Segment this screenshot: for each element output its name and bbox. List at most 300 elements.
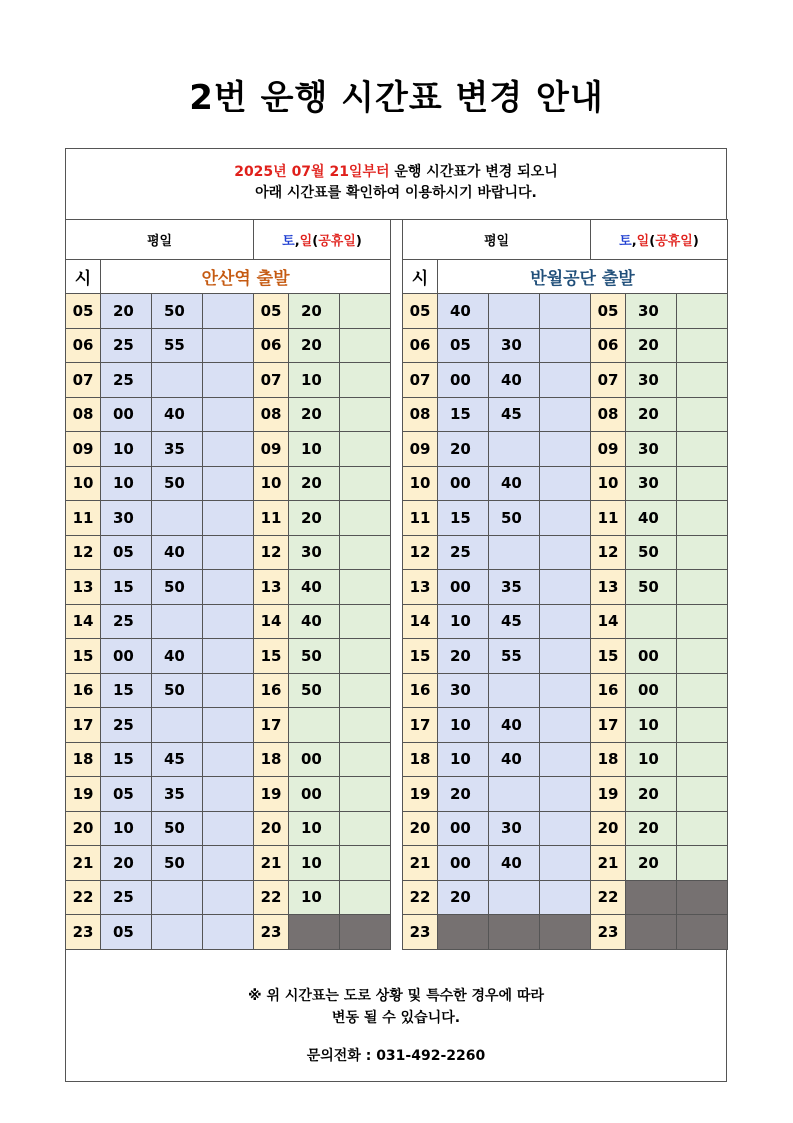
weekday-minute-cell [152,501,203,536]
weekday-hour-cell: 11 [66,501,101,536]
weekend-minute-cell: 00 [626,673,677,708]
table-row [403,466,728,501]
table-row [403,880,728,915]
weekday-minute-cell: 30 [489,328,540,363]
weekday-header: 평일 [403,220,591,260]
weekday-minute-cell [203,811,254,846]
disclaimer-line-2: 변동 될 수 있습니다. [331,1010,461,1026]
weekday-minute-cell: 50 [152,811,203,846]
weekend-minute-cell [340,501,391,536]
weekday-minute-cell: 50 [152,570,203,605]
weekend-minute-cell [677,466,728,501]
weekday-minute-cell: 15 [438,501,489,536]
weekend-minute-cell [340,294,391,329]
table-row [403,570,728,605]
weekend-minute-cell [289,708,340,743]
weekend-minute-cell: 10 [289,432,340,467]
weekend-hour-cell: 23 [591,915,626,950]
weekend-minute-cell [340,673,391,708]
notice-line-1 [65,162,727,183]
weekday-minute-cell: 25 [101,880,152,915]
weekend-minute-cell: 20 [289,397,340,432]
weekend-hour-cell: 15 [254,639,289,674]
weekday-minute-cell [203,915,254,950]
weekday-minute-cell [489,880,540,915]
weekend-minute-cell [677,708,728,743]
weekend-hour-cell: 06 [254,328,289,363]
weekday-minute-cell [540,604,591,639]
weekday-minute-cell: 15 [101,673,152,708]
weekend-hour-cell: 17 [254,708,289,743]
weekday-hour-cell: 23 [403,915,438,950]
sunday-label: 일 [299,234,313,249]
weekend-minute-cell [677,880,728,915]
weekday-minute-cell: 40 [152,535,203,570]
weekend-hour-cell: 13 [591,570,626,605]
weekday-minute-cell [152,604,203,639]
table-row [403,535,728,570]
weekday-minute-cell: 50 [489,501,540,536]
table-row [403,397,728,432]
weekday-minute-cell: 30 [438,673,489,708]
weekday-minute-cell: 10 [101,432,152,467]
weekend-hour-cell: 14 [254,604,289,639]
weekday-minute-cell: 05 [101,777,152,812]
weekday-minute-cell [152,708,203,743]
weekday-hour-cell: 23 [66,915,101,950]
weekend-hour-cell: 05 [254,294,289,329]
weekday-minute-cell [203,604,254,639]
table-row [66,846,391,881]
weekend-hour-cell: 16 [591,673,626,708]
page-title: 2번 운행 시간표 변경 안내 [189,78,604,118]
effective-date: 2025년 07월 21일부터 [234,164,390,180]
weekday-minute-cell [203,535,254,570]
weekend-minute-cell [677,639,728,674]
weekday-minute-cell [203,880,254,915]
weekday-header: 평일 [66,220,254,260]
weekend-minute-cell: 50 [626,535,677,570]
weekday-minute-cell: 40 [152,397,203,432]
weekend-hour-cell: 13 [254,570,289,605]
weekday-hour-cell: 15 [66,639,101,674]
weekend-minute-cell: 20 [289,294,340,329]
weekend-header [591,220,728,260]
weekend-minute-cell: 20 [289,501,340,536]
weekday-minute-cell: 40 [489,742,540,777]
weekday-minute-cell: 00 [438,846,489,881]
weekend-hour-cell: 21 [591,846,626,881]
weekday-minute-cell [203,846,254,881]
weekday-hour-cell: 20 [403,811,438,846]
weekday-minute-cell: 40 [489,708,540,743]
weekend-hour-cell: 19 [591,777,626,812]
holiday-label: 공휴일 [318,234,356,249]
weekday-minute-cell: 50 [152,673,203,708]
weekend-minute-cell [340,432,391,467]
weekend-minute-cell: 00 [289,742,340,777]
table-row [403,363,728,398]
weekday-minute-cell [203,570,254,605]
weekday-minute-cell: 20 [438,639,489,674]
weekend-hour-cell: 15 [591,639,626,674]
weekday-minute-cell [540,294,591,329]
weekend-minute-cell [340,535,391,570]
table-row [66,673,391,708]
weekday-minute-cell [203,777,254,812]
weekend-hour-cell: 19 [254,777,289,812]
table-row [66,811,391,846]
weekend-minute-cell [677,570,728,605]
weekend-minute-cell [677,915,728,950]
sunday-label: 일 [636,234,650,249]
weekend-hour-cell: 10 [591,466,626,501]
weekend-minute-cell: 50 [289,673,340,708]
weekday-minute-cell: 20 [101,846,152,881]
weekend-hour-cell: 12 [591,535,626,570]
paren-open: ( [312,234,319,249]
weekday-hour-cell: 17 [66,708,101,743]
hour-column-header: 시 [66,260,101,294]
weekday-minute-cell [540,501,591,536]
weekend-minute-cell [677,294,728,329]
table-row [66,570,391,605]
weekday-minute-cell [540,811,591,846]
weekday-minute-cell [540,432,591,467]
weekday-minute-cell: 40 [152,639,203,674]
weekday-minute-cell: 00 [101,397,152,432]
weekday-hour-cell: 08 [403,397,438,432]
weekend-minute-cell: 10 [289,811,340,846]
weekday-minute-cell [152,363,203,398]
weekday-minute-cell: 35 [489,570,540,605]
weekday-minute-cell [203,742,254,777]
weekday-minute-cell: 00 [101,639,152,674]
table-row [66,604,391,639]
weekday-hour-cell: 05 [403,294,438,329]
change-notice [65,148,727,219]
weekday-minute-cell: 35 [152,777,203,812]
weekday-hour-cell: 12 [66,535,101,570]
weekday-hour-cell: 06 [66,328,101,363]
weekend-minute-cell: 30 [626,432,677,467]
weekday-minute-cell [540,742,591,777]
table-row [66,742,391,777]
weekday-hour-cell: 14 [66,604,101,639]
weekend-minute-cell [677,432,728,467]
weekday-minute-cell: 15 [101,742,152,777]
weekend-minute-cell: 20 [626,846,677,881]
weekend-hour-cell: 21 [254,846,289,881]
table-row [403,742,728,777]
weekend-minute-cell [626,915,677,950]
table-row [403,846,728,881]
weekday-minute-cell: 15 [101,570,152,605]
weekday-minute-cell [438,915,489,950]
weekend-minute-cell [677,535,728,570]
weekend-minute-cell: 10 [289,846,340,881]
weekday-minute-cell [203,328,254,363]
weekend-minute-cell [677,846,728,881]
weekday-minute-cell [203,466,254,501]
weekend-minute-cell [677,363,728,398]
weekend-minute-cell [677,328,728,363]
weekend-minute-cell: 10 [289,880,340,915]
departure-title: 안산역 출발 [101,260,391,294]
weekday-hour-cell: 16 [403,673,438,708]
saturday-label: 토 [282,234,295,249]
weekday-minute-cell: 00 [438,466,489,501]
weekday-minute-cell: 10 [438,742,489,777]
weekend-minute-cell: 40 [289,570,340,605]
weekday-minute-cell [540,673,591,708]
weekday-minute-cell [540,328,591,363]
weekday-minute-cell [489,294,540,329]
weekday-hour-cell: 21 [403,846,438,881]
weekday-minute-cell: 50 [152,294,203,329]
weekday-minute-cell [152,915,203,950]
weekend-minute-cell [340,880,391,915]
paren-open: ( [649,234,656,249]
weekday-hour-cell: 09 [66,432,101,467]
weekend-hour-cell: 16 [254,673,289,708]
weekday-hour-cell: 19 [66,777,101,812]
weekday-minute-cell [540,535,591,570]
weekday-hour-cell: 18 [403,742,438,777]
weekend-minute-cell: 10 [626,708,677,743]
weekday-hour-cell: 07 [66,363,101,398]
weekday-minute-cell: 20 [101,294,152,329]
table-row [66,535,391,570]
weekday-minute-cell: 05 [101,915,152,950]
weekday-minute-cell: 25 [438,535,489,570]
hour-column-header: 시 [403,260,438,294]
weekday-minute-cell [203,673,254,708]
weekend-minute-cell: 20 [626,328,677,363]
weekday-minute-cell: 00 [438,363,489,398]
weekend-minute-cell [677,811,728,846]
weekday-hour-cell: 13 [66,570,101,605]
table-row [403,432,728,467]
weekend-hour-cell: 14 [591,604,626,639]
weekend-minute-cell: 20 [626,777,677,812]
weekend-minute-cell [677,501,728,536]
weekend-minute-cell [340,604,391,639]
weekday-hour-cell: 22 [403,880,438,915]
weekday-hour-cell: 13 [403,570,438,605]
weekend-hour-cell: 08 [591,397,626,432]
weekday-minute-cell [489,673,540,708]
weekend-minute-cell: 20 [626,397,677,432]
weekday-hour-cell: 19 [403,777,438,812]
weekend-minute-cell: 10 [626,742,677,777]
weekday-hour-cell: 10 [403,466,438,501]
weekend-minute-cell: 30 [626,363,677,398]
weekday-minute-cell: 25 [101,328,152,363]
weekend-minute-cell [626,880,677,915]
weekday-minute-cell [540,777,591,812]
weekday-minute-cell [203,432,254,467]
table-row [66,501,391,536]
weekend-minute-cell: 50 [289,639,340,674]
table-row [66,915,391,950]
weekday-minute-cell: 55 [152,328,203,363]
weekday-minute-cell [540,880,591,915]
weekday-hour-cell: 08 [66,397,101,432]
saturday-label: 토 [619,234,632,249]
notice-text-1: 운행 시간표가 변경 되오니 [389,164,558,180]
weekend-minute-cell: 10 [289,363,340,398]
weekday-minute-cell [540,846,591,881]
weekend-minute-cell: 30 [289,535,340,570]
weekday-hour-cell: 18 [66,742,101,777]
weekday-minute-cell: 55 [489,639,540,674]
weekend-minute-cell [340,397,391,432]
weekday-minute-cell: 50 [152,466,203,501]
weekend-minute-cell: 00 [289,777,340,812]
weekend-hour-cell: 09 [591,432,626,467]
table-row [66,777,391,812]
weekend-minute-cell [340,742,391,777]
weekend-hour-cell: 10 [254,466,289,501]
table-row [403,708,728,743]
weekend-minute-cell [677,742,728,777]
weekday-minute-cell: 00 [438,570,489,605]
weekday-minute-cell [203,397,254,432]
table-row [66,363,391,398]
weekend-minute-cell [340,846,391,881]
weekday-minute-cell: 20 [438,432,489,467]
table-row [66,880,391,915]
weekday-minute-cell: 10 [101,466,152,501]
departure-title: 반월공단 출발 [438,260,728,294]
weekend-hour-cell: 09 [254,432,289,467]
weekday-minute-cell: 40 [438,294,489,329]
weekday-minute-cell: 10 [438,604,489,639]
weekday-minute-cell: 25 [101,708,152,743]
weekday-minute-cell: 45 [489,604,540,639]
weekday-hour-cell: 16 [66,673,101,708]
weekend-minute-cell [340,570,391,605]
weekend-hour-cell: 20 [254,811,289,846]
weekday-minute-cell [203,639,254,674]
weekday-hour-cell: 10 [66,466,101,501]
paren-close: ) [355,234,362,249]
weekday-hour-cell: 06 [403,328,438,363]
disclaimer-line-1: ※ 위 시간표는 도로 상황 및 특수한 경우에 따라 [247,988,545,1004]
weekend-hour-cell: 18 [254,742,289,777]
weekend-minute-cell: 30 [626,466,677,501]
weekend-minute-cell: 20 [289,466,340,501]
weekend-header [254,220,391,260]
weekday-hour-cell: 22 [66,880,101,915]
weekday-hour-cell: 11 [403,501,438,536]
weekend-minute-cell [677,777,728,812]
weekday-hour-cell: 07 [403,363,438,398]
weekend-minute-cell [626,604,677,639]
weekday-minute-cell: 00 [438,811,489,846]
timetable-banwol [402,219,728,950]
comma-sep: , [294,234,300,249]
weekend-minute-cell [340,328,391,363]
weekday-minute-cell [489,777,540,812]
weekday-minute-cell [540,708,591,743]
weekend-hour-cell: 22 [254,880,289,915]
weekday-minute-cell [203,363,254,398]
table-row [403,604,728,639]
weekday-minute-cell [152,880,203,915]
weekend-minute-cell [677,673,728,708]
weekday-minute-cell: 20 [438,880,489,915]
weekday-minute-cell [203,294,254,329]
weekday-minute-cell [540,397,591,432]
table-row [403,639,728,674]
weekday-minute-cell: 05 [101,535,152,570]
weekend-hour-cell: 07 [591,363,626,398]
holiday-label: 공휴일 [655,234,693,249]
weekday-minute-cell: 10 [438,708,489,743]
contact-phone: 문의전화 : 031-492-2260 [306,1048,486,1064]
weekend-hour-cell: 23 [254,915,289,950]
weekday-minute-cell: 25 [101,363,152,398]
table-row [403,915,728,950]
weekday-minute-cell [203,501,254,536]
weekday-minute-cell: 50 [152,846,203,881]
weekday-hour-cell: 12 [403,535,438,570]
weekday-minute-cell [540,915,591,950]
weekend-hour-cell: 18 [591,742,626,777]
table-row [403,328,728,363]
weekday-minute-cell [203,708,254,743]
weekday-hour-cell: 14 [403,604,438,639]
table-row [66,328,391,363]
weekend-hour-cell: 22 [591,880,626,915]
table-row [403,673,728,708]
weekend-minute-cell: 40 [289,604,340,639]
weekend-minute-cell: 40 [626,501,677,536]
weekend-minute-cell [677,604,728,639]
weekday-minute-cell [489,535,540,570]
weekday-minute-cell [489,432,540,467]
weekend-minute-cell [340,708,391,743]
table-row [66,432,391,467]
table-row [403,294,728,329]
table-row [66,466,391,501]
disclaimer [65,985,727,1029]
weekend-minute-cell: 30 [626,294,677,329]
weekday-hour-cell: 17 [403,708,438,743]
weekend-minute-cell [340,363,391,398]
weekend-hour-cell: 17 [591,708,626,743]
weekday-minute-cell [540,570,591,605]
weekend-hour-cell: 20 [591,811,626,846]
table-row [66,639,391,674]
weekday-minute-cell: 25 [101,604,152,639]
table-row [66,708,391,743]
weekday-minute-cell [540,639,591,674]
weekday-minute-cell: 40 [489,466,540,501]
weekday-hour-cell: 09 [403,432,438,467]
table-row [403,501,728,536]
weekday-minute-cell: 05 [438,328,489,363]
weekday-minute-cell: 40 [489,363,540,398]
timetable-ansan [65,219,391,950]
weekend-minute-cell [677,397,728,432]
weekend-minute-cell: 20 [626,811,677,846]
weekday-minute-cell: 40 [489,846,540,881]
weekday-minute-cell: 30 [489,811,540,846]
weekend-minute-cell [340,811,391,846]
